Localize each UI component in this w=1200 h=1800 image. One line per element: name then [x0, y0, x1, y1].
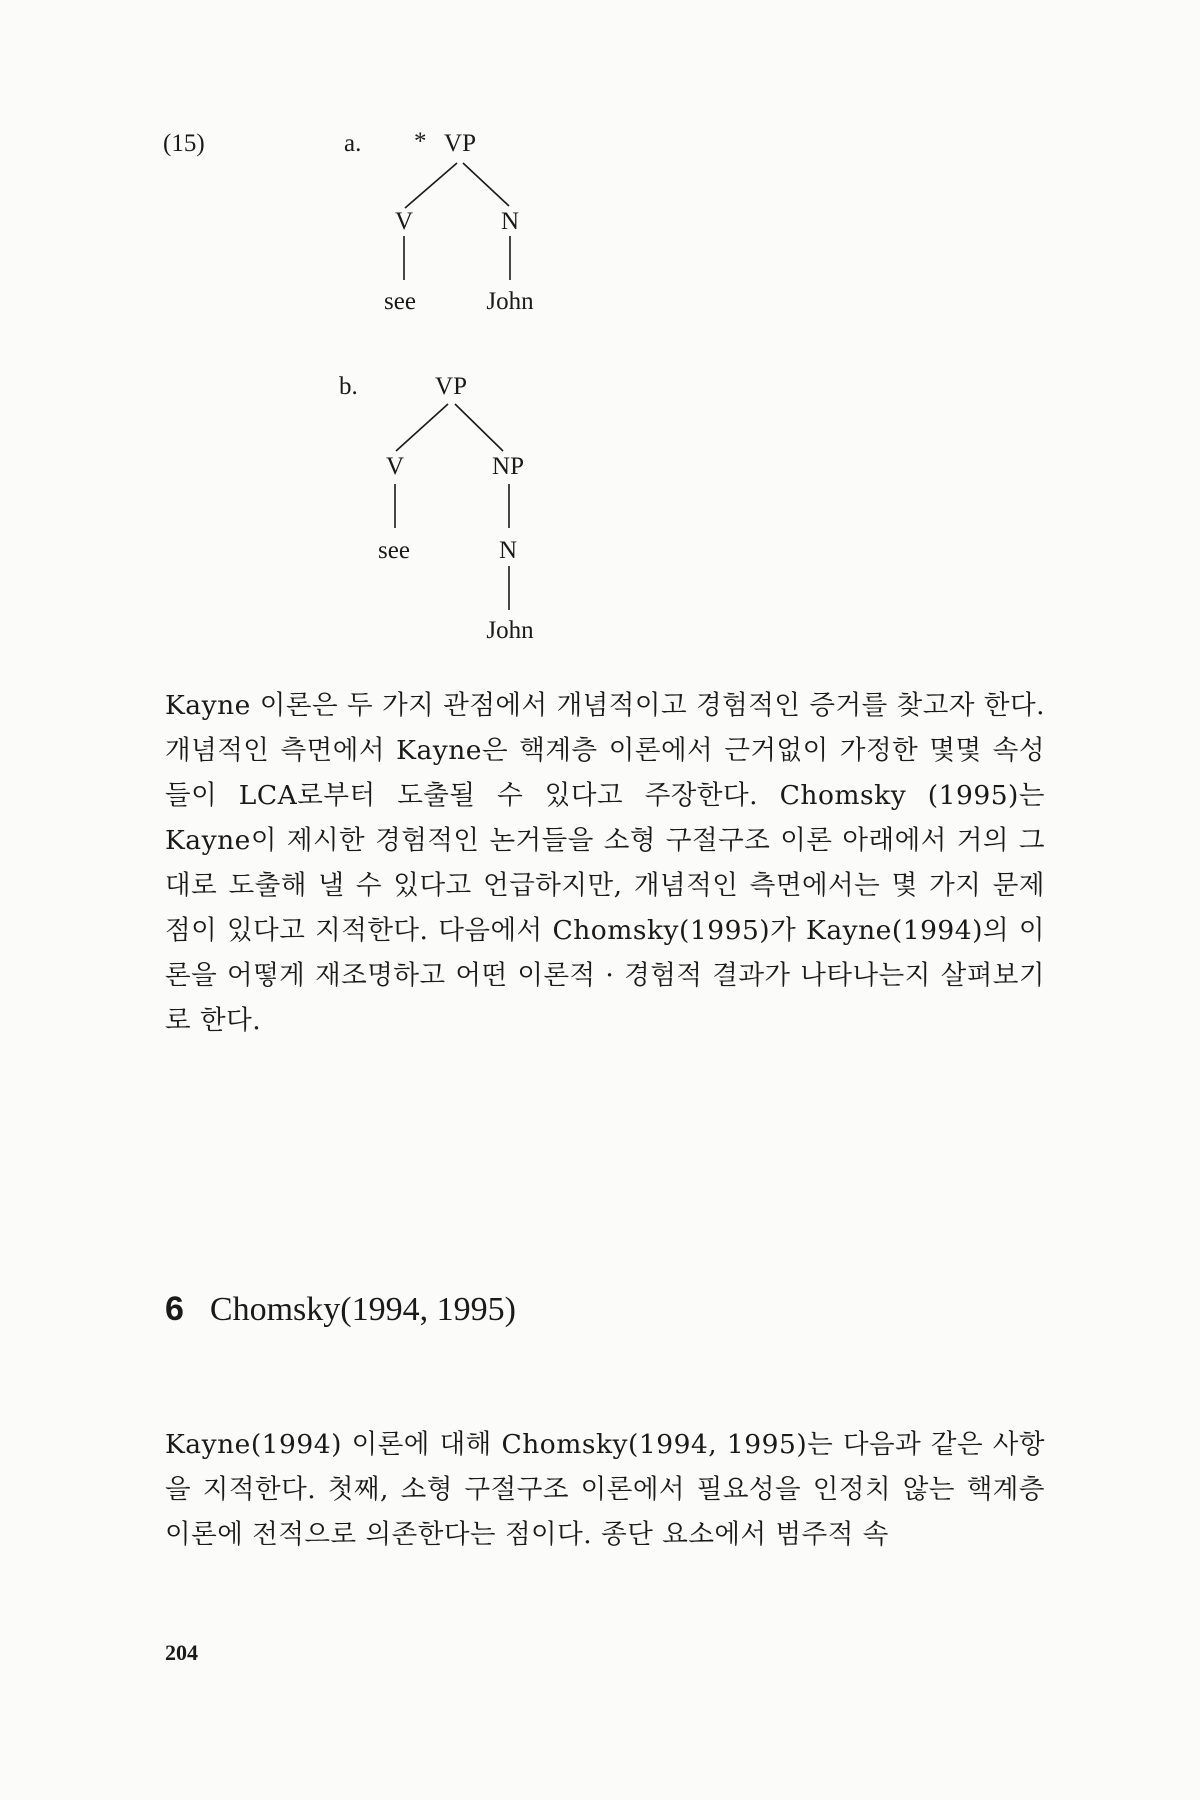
section-title: Chomsky(1994, 1995) — [209, 1291, 516, 1328]
tree-b-branch-right — [455, 404, 503, 451]
tree-b-left-child-node: V — [385, 453, 405, 480]
tree-b-branch-left — [396, 404, 448, 451]
syntax-tree-branches — [0, 0, 1200, 760]
body-paragraph-2: Kayne(1994) 이론에 대해 Chomsky(1994, 1995)는 다음과 같은 사항을 지적한다. 첫째, 소형 구절구조 이론에서 필요성을 인정치 않는 핵계층 이론에 전적으로 의존한다는 점이다. 종단 요소에서 범주적 속 — [165, 1429, 1045, 1550]
tree-a-left-child-node: V — [394, 208, 414, 235]
tree-a-right-leaf: John — [486, 288, 534, 315]
tree-a-label: a. — [344, 130, 362, 157]
tree-b-right-leaf: John — [486, 617, 534, 644]
tree-a-branch-right — [463, 163, 509, 206]
tree-b-right-child-node: NP — [492, 453, 524, 480]
tree-b-root-node: VP — [435, 373, 467, 400]
tree-b-label: b. — [339, 373, 358, 400]
body-paragraph-1: Kayne 이론은 두 가지 관점에서 개념적이고 경험적인 증거를 찾고자 한다. 개념적인 측면에서 Kayne은 핵계층 이론에서 근거없이 가정한 몇몇 속성들이 LCA로부터 도출될 수 있다고 주장한다. Chomsky (1995)는 Kayne이 제시한 경험적인 논거들을 소형 구절구조 이론 아래에서 거의 그대로 도출해 낼 수 있다고 언급하지만, 개념적인 측면에서는 몇 가지 문제점이 있다고 지적한다. 다음에서 Chomsky(1995)가 Kayne(1994)의 이론을 어떻게 재조명하고 어떤 이론적 · 경험적 결과가 나타나는지 살펴보기로 한다. — [165, 690, 1045, 1036]
tree-a-root-node: VP — [444, 130, 476, 157]
section-number: 6 — [165, 1290, 184, 1328]
tree-b-left-leaf: see — [378, 537, 410, 564]
section-heading — [165, 1290, 516, 1329]
example-number: (15) — [163, 130, 205, 157]
tree-a-branch-left — [405, 163, 457, 208]
tree-a-ungrammatical-star: * — [414, 128, 427, 155]
tree-a-left-leaf: see — [384, 288, 416, 315]
tree-a-right-child-node: N — [500, 208, 520, 235]
page-number: 204 — [165, 1640, 198, 1665]
tree-b-right-mid-node: N — [498, 537, 518, 564]
